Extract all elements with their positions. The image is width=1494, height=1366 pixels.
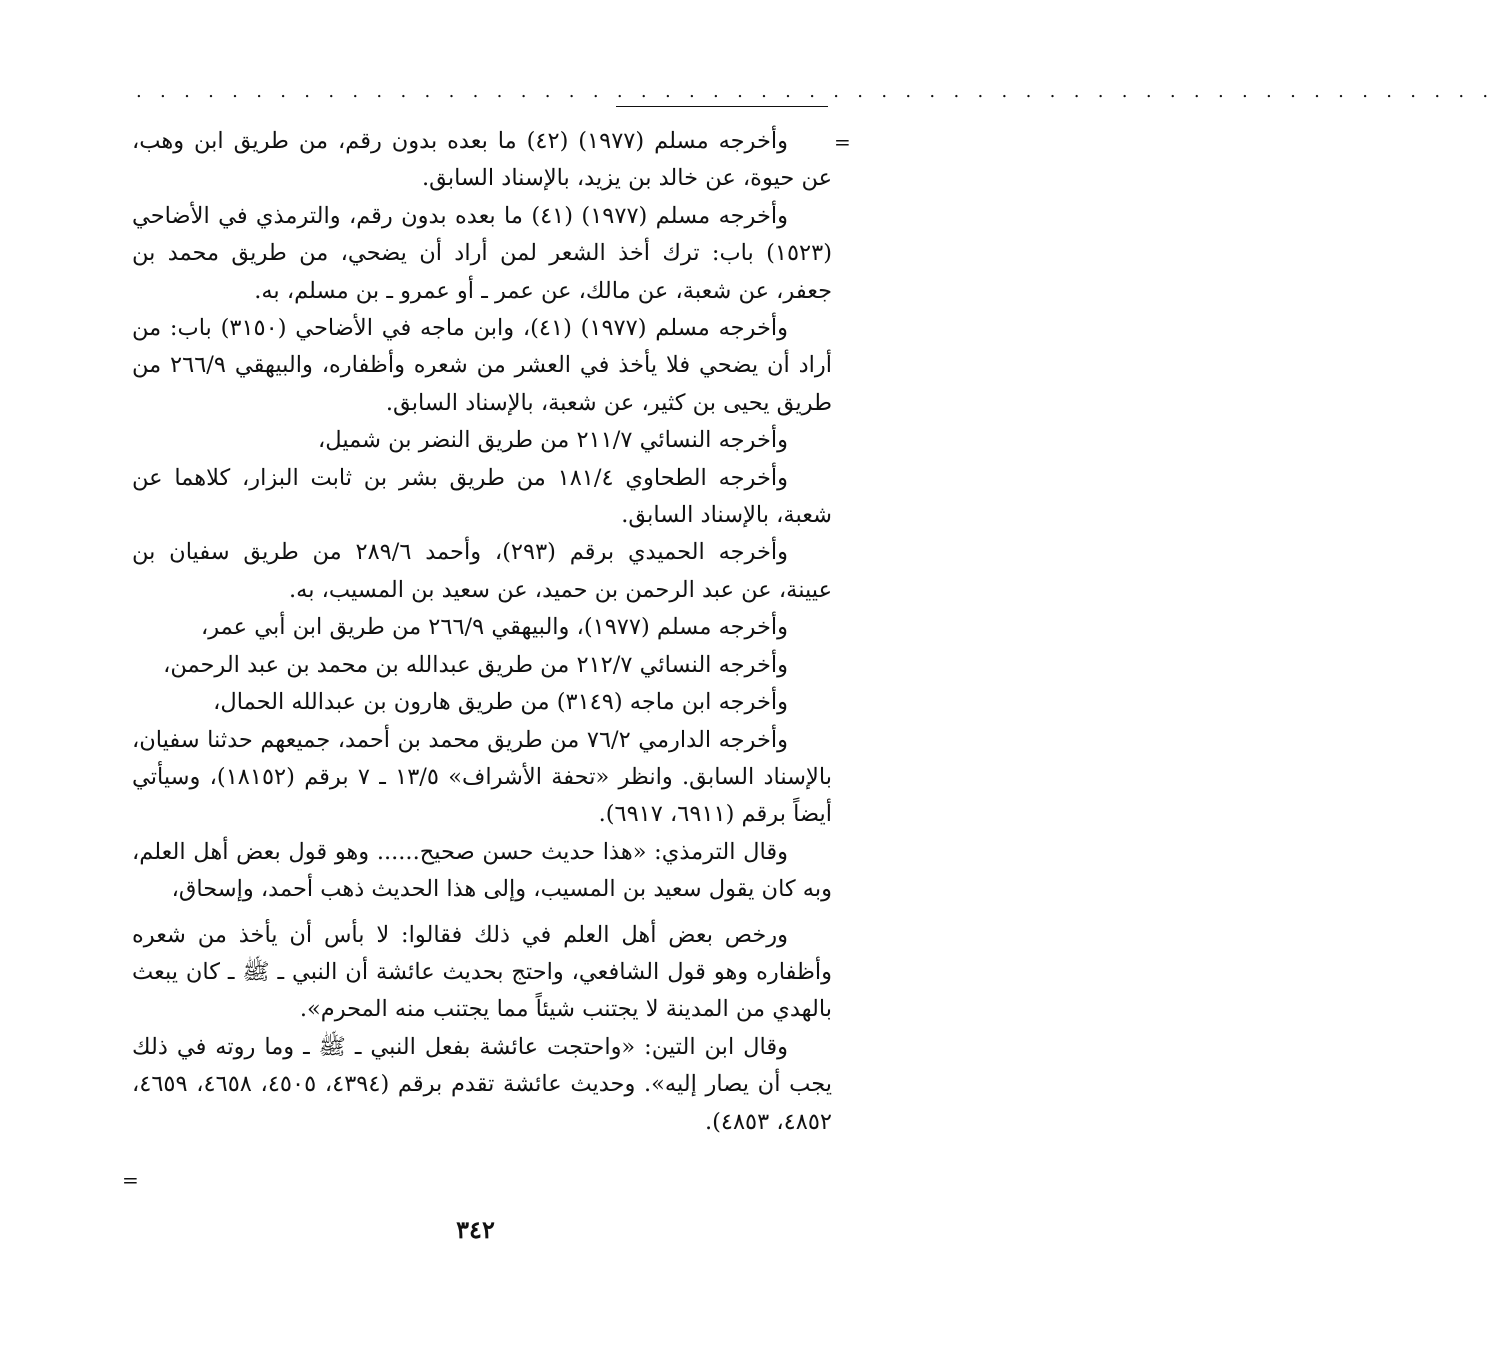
footnote-text — [132, 123, 832, 1141]
footnote-rule — [616, 106, 828, 107]
continuation-mark-top: = — [834, 130, 851, 154]
paragraph-3: وأخرجه مسلم (١٩٧٧) (٤١)، وابن ماجه في الأضاحي (٣١٥٠) باب: من أراد أن يضحي فلا يأخذ في العشر من شعره وأظفاره، والبيهقي ٢٦٦/٩ من طريق يحيى بن كثير، عن شعبة، بالإسناد السابق. — [132, 315, 832, 416]
paragraph-9: وأخرجه ابن ماجه (٣١٤٩) من طريق هارون بن عبدالله الحمال، — [213, 689, 788, 716]
paragraph-12: ورخص بعض أهل العلم في ذلك فقالوا: لا بأس أن يأخذ من شعره وأظفاره وهو قول الشافعي، واحتج بحديث عائشة أن النبي ـ ﷺ ـ كان يبعث بالهدي من المدينة لا يجتنب شيئاً مما يجتنب منه المحرم». — [132, 921, 832, 1023]
paragraph-1: وأخرجه مسلم (١٩٧٧) (٤٢) ما بعده بدون رقم، من طريق ابن وهب، عن حيوة، عن خالد بن يزيد، بالإسناد السابق. — [132, 128, 832, 192]
paragraph-13: وقال ابن التين: «واحتجت عائشة بفعل النبي ـ ﷺ ـ وما روته في ذلك يجب أن يصار إليه». وحديث عائشة تقدم برقم (٤٣٩٤، ٤٥٠٥، ٤٦٥٨، ٤٦٥٩، ٤٨٥٢، ٤٨٥٣). — [132, 1033, 832, 1135]
paragraph-10: وأخرجه الدارمي ٧٦/٢ من طريق محمد بن أحمد، جميعهم حدثنا سفيان، بالإسناد السابق. وانظر «تحفة الأشراف» ١٣/٥ ـ ٧ برقم (١٨١٥٢)، وسيأتي أيضاً برقم (٦٩١١، ٦٩١٧). — [132, 726, 832, 828]
paragraph-8: وأخرجه النسائي ٢١٢/٧ من طريق عبدالله بن محمد بن عبد الرحمن، — [163, 651, 788, 678]
paragraph-6: وأخرجه الحميدي برقم (٢٩٣)، وأحمد ٢٨٩/٦ من طريق سفيان بن عيينة، عن عبد الرحمن بن حميد، عن سعيد بن المسيب، به. — [132, 539, 832, 603]
paragraph-5: وأخرجه الطحاوي ١٨١/٤ من طريق بشر بن ثابت البزار، كلاهما عن شعبة، بالإسناد السابق. — [132, 464, 832, 529]
separator-dots: . . . . . . . . . . . . . . . . . . . . . . . . . . . . . . . . . . . . . . . . . . . . . . . . . . . . . . . . . — [136, 81, 1494, 102]
paragraph-4: وأخرجه النسائي ٢١١/٧ من طريق النضر بن شميل، — [318, 427, 788, 454]
continuation-mark-bottom: = — [122, 1168, 139, 1192]
paragraph-7: وأخرجه مسلم (١٩٧٧)، والبيهقي ٢٦٦/٩ من طريق ابن أبي عمر، — [200, 614, 788, 641]
page-number: ٣٤٢ — [456, 1215, 495, 1244]
paragraph-2: وأخرجه مسلم (١٩٧٧) (٤١) ما بعده بدون رقم، والترمذي في الأضاحي (١٥٢٣) باب: ترك أخذ الشعر لمن أراد أن يضحي، من طريق محمد بن جعفر، عن شعبة، عن مالك، عن عمر ـ أو عمرو ـ بن مسلم، به. — [132, 202, 832, 304]
paragraph-11: وقال الترمذي: «هذا حديث حسن صحيح...... وهو قول بعض أهل العلم، وبه كان يقول سعيد بن المسيب، وإلى هذا الحديث ذهب أحمد، وإسحاق، — [132, 838, 832, 903]
